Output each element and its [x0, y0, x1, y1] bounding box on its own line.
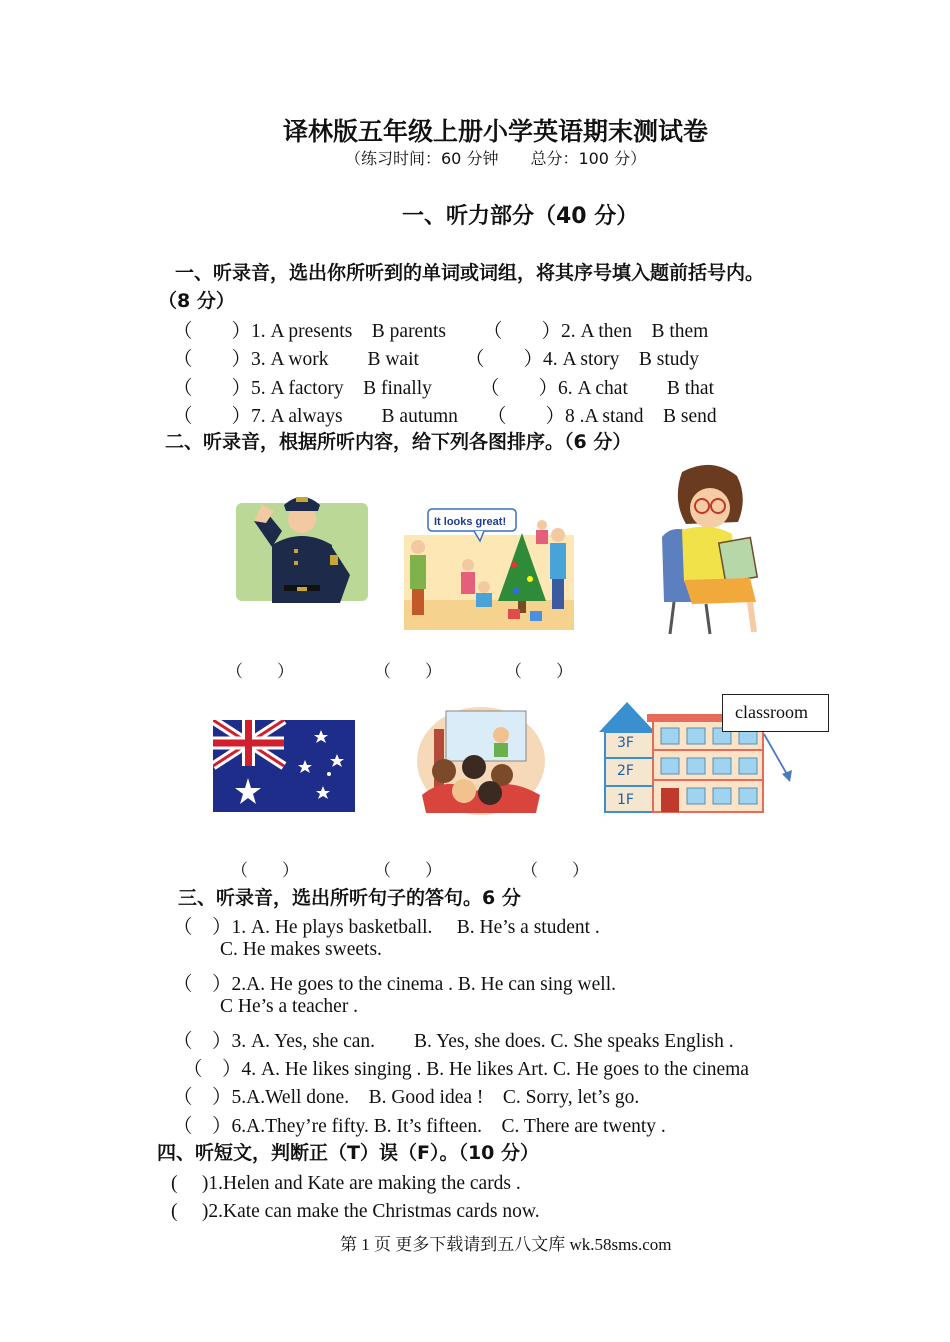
part1-q2: （ ）2. A then B them: [483, 321, 709, 342]
part1-q8: （ ）8 .A stand B send: [487, 406, 717, 427]
floor-2f-label: 2F: [617, 763, 634, 779]
part1-q4: （ ）4. A story B study: [465, 349, 700, 370]
page-subtitle: （练习时间：60 分钟 总分：100 分）: [345, 149, 647, 168]
answer-paren-1: （ ）: [226, 662, 294, 681]
classroom-arrow: [760, 732, 800, 784]
speech-bubble-text: It looks great!: [434, 516, 507, 528]
part4-q1: ( )1.Helen and Kate are making the cards .: [171, 1173, 521, 1194]
part1-heading-score: （8 分）: [158, 290, 235, 312]
part2-heading: 二、听录音，根据所听内容，给下列各图排序。（6 分）: [165, 431, 632, 453]
page-title: 译林版五年级上册小学英语期末测试卷: [283, 117, 709, 146]
part1-q6: （ ）6. A chat B that: [480, 378, 714, 399]
part3-q5: （ ）5.A.Well done. B. Good idea ! C. Sorry, let’s go.: [173, 1087, 640, 1108]
part3-q2-c: C He’s a teacher .: [220, 996, 359, 1017]
part1-q1: （ ）1. A presents B parents: [173, 321, 446, 342]
page-footer: 第 1 页 更多下载请到五八文库 wk.58sms.com: [340, 1235, 672, 1254]
answer-paren-6: （ ）: [521, 861, 589, 880]
part3-q1-c: C. He makes sweets.: [220, 939, 382, 960]
part4-q2: ( )2.Kate can make the Christmas cards now.: [171, 1201, 540, 1222]
australia-flag-picture: [213, 720, 355, 812]
cinema-picture: [416, 705, 546, 817]
classroom-label: classroom: [735, 702, 808, 722]
part1-q3: （ ）3. A work B wait: [173, 349, 419, 370]
floor-3f-label: 3F: [617, 735, 634, 751]
answer-paren-4: （ ）: [231, 861, 299, 880]
answer-paren-2: （ ）: [374, 662, 442, 681]
answer-paren-3: （ ）: [505, 662, 573, 681]
part4-heading: 四、听短文，判断正（T）误（F）。（10 分）: [157, 1142, 539, 1164]
christmas-family-picture: [404, 505, 574, 635]
girl-reading-picture: [652, 462, 772, 637]
part3-heading: 三、听录音，选出所听句子的答句。6 分: [178, 887, 521, 909]
section-heading: 一、听力部分（40 分）: [402, 204, 639, 229]
part1-q7: （ ）7. A always B autumn: [173, 406, 458, 427]
part1-q5: （ ）5. A factory B finally: [173, 378, 432, 399]
police-officer-picture: [232, 475, 372, 605]
floor-1f-label: 1F: [617, 792, 634, 808]
answer-paren-5: （ ）: [374, 861, 442, 880]
part3-q2: （ ）2.A. He goes to the cinema . B. He can sing well.: [173, 974, 616, 995]
part3-q1: （ ）1. A. He plays basketball. B. He’s a student .: [173, 917, 600, 938]
part1-heading: 一、听录音，选出你所听到的单词或词组，将其序号填入题前括号内。: [175, 262, 765, 284]
part3-q6: （ ）6.A.They’re fifty. B. It’s fifteen. C. There are twenty .: [173, 1116, 666, 1137]
part3-q3: （ ）3. A. Yes, she can. B. Yes, she does. C. She speaks English .: [173, 1031, 734, 1052]
part3-q4: （ ）4. A. He likes singing . B. He likes Art. C. He goes to the cinema: [183, 1059, 749, 1080]
